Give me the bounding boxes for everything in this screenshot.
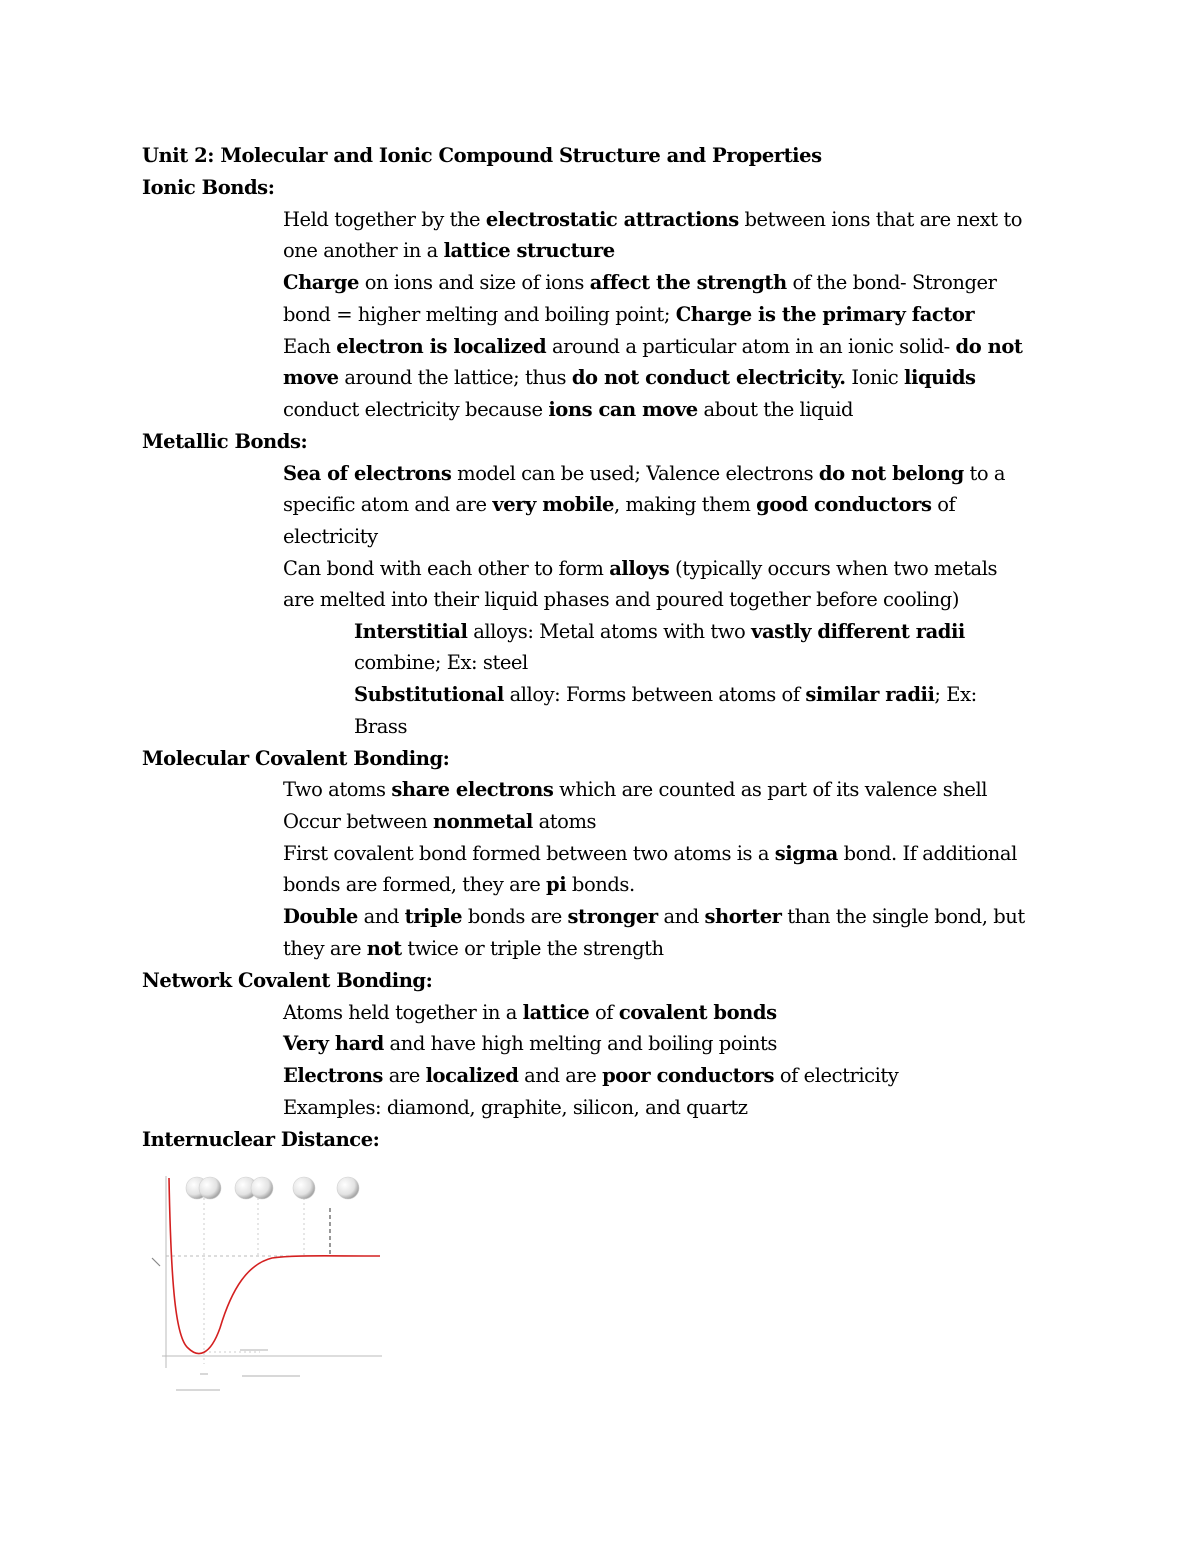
bold-text-run: alloys bbox=[609, 557, 670, 580]
text-run: Brass bbox=[354, 715, 408, 738]
network-p3-line1 bbox=[283, 1060, 898, 1092]
metallic-p2-line2 bbox=[283, 584, 959, 616]
text-run: bonds are bbox=[462, 905, 568, 928]
metallic-p1-line2 bbox=[283, 489, 955, 521]
bold-text-run: ions can move bbox=[548, 398, 698, 421]
bold-text-run: move bbox=[283, 366, 339, 389]
bold-text-run: similar radii bbox=[805, 683, 935, 706]
bold-text-run: good conductors bbox=[756, 493, 932, 516]
ionic-p3-line3 bbox=[283, 394, 853, 426]
text-run: Can bond with each other to form bbox=[283, 557, 610, 580]
text-run: around a particular atom in an ionic solid- bbox=[546, 335, 956, 358]
text-run: alloys: Metal atoms with two bbox=[467, 620, 752, 643]
text-run: of electricity bbox=[774, 1064, 899, 1087]
network-p1-line1 bbox=[283, 997, 777, 1029]
bold-text-run: localized bbox=[425, 1064, 519, 1087]
atom-pair-separating-icon bbox=[293, 1177, 359, 1199]
ionic-p1-line2 bbox=[283, 235, 615, 267]
text-run: on ions and size of ions bbox=[358, 271, 590, 294]
bold-text-run: lattice bbox=[522, 1001, 590, 1024]
bold-text-run: do not conduct electricity. bbox=[571, 366, 846, 389]
bold-text-run: liquids bbox=[904, 366, 976, 389]
text-run: electricity bbox=[283, 525, 378, 548]
text-run: and bbox=[357, 905, 405, 928]
text-run: alloy: Forms between atoms of bbox=[503, 683, 806, 706]
text-run: model can be used; Valence electrons bbox=[451, 462, 819, 485]
text-run: Occur between bbox=[283, 810, 433, 833]
bold-text-run: Sea of electrons bbox=[283, 462, 452, 485]
text-run: (typically occurs when two metals bbox=[669, 557, 998, 580]
text-run: to a bbox=[963, 462, 1006, 485]
bold-text-run: pi bbox=[546, 873, 567, 896]
text-run: Examples: diamond, graphite, silicon, and quartz bbox=[283, 1096, 748, 1119]
molecular-p2-line1 bbox=[283, 806, 596, 838]
text-run: bond = higher melting and boiling point; bbox=[283, 303, 676, 326]
text-run: conduct electricity because bbox=[283, 398, 549, 421]
text-run: combine; Ex: steel bbox=[354, 651, 528, 674]
text-run: ; Ex: bbox=[934, 683, 977, 706]
potential-energy-curve bbox=[169, 1178, 380, 1353]
bold-text-run: Substitutional bbox=[354, 683, 504, 706]
text-run: Two atoms bbox=[283, 778, 392, 801]
network-p2-line1 bbox=[283, 1028, 777, 1060]
atom-pair-close-icon bbox=[186, 1177, 221, 1199]
bold-text-run: Electrons bbox=[283, 1064, 383, 1087]
bold-text-run: Charge is the primary factor bbox=[675, 303, 975, 326]
bold-text-run: poor conductors bbox=[602, 1064, 775, 1087]
ionic-bonds-heading: Ionic Bonds: bbox=[142, 176, 275, 199]
text-run: Each bbox=[283, 335, 337, 358]
molecular-p3-line1 bbox=[283, 838, 1017, 870]
network-p4-line1 bbox=[283, 1092, 748, 1124]
bold-text-run: do not belong bbox=[818, 462, 964, 485]
metallic-p3-line2 bbox=[354, 647, 528, 679]
network-covalent-heading: Network Covalent Bonding: bbox=[142, 969, 433, 992]
internuclear-distance-heading: Internuclear Distance: bbox=[142, 1128, 380, 1151]
text-run: about the liquid bbox=[697, 398, 854, 421]
text-run: twice or triple the strength bbox=[401, 937, 664, 960]
text-run: bond. If additional bbox=[837, 842, 1017, 865]
ionic-p3-line2 bbox=[283, 362, 976, 394]
bold-text-run: electron is localized bbox=[336, 335, 547, 358]
bold-text-run: sigma bbox=[774, 842, 838, 865]
bold-text-run: Double bbox=[283, 905, 358, 928]
metallic-p2-line1 bbox=[283, 553, 997, 585]
bold-text-run: electrostatic attractions bbox=[485, 208, 739, 231]
text-run: than the single bond, but bbox=[781, 905, 1025, 928]
metallic-p1-line3 bbox=[283, 521, 378, 553]
metallic-bonds-heading: Metallic Bonds: bbox=[142, 430, 308, 453]
text-run: they are bbox=[283, 937, 367, 960]
text-run: , making them bbox=[614, 493, 757, 516]
molecular-p4-line1 bbox=[283, 901, 1025, 933]
molecular-p1-line1 bbox=[283, 774, 987, 806]
bold-text-run: shorter bbox=[704, 905, 782, 928]
ionic-p3-line1 bbox=[283, 331, 1022, 363]
text-run: specific atom and are bbox=[283, 493, 493, 516]
text-run: one another in a bbox=[283, 239, 444, 262]
text-run: and bbox=[657, 905, 705, 928]
text-run: bonds. bbox=[566, 873, 635, 896]
text-run: and have high melting and boiling points bbox=[383, 1032, 777, 1055]
text-run: Held together by the bbox=[283, 208, 486, 231]
text-run: of the bond- Stronger bbox=[786, 271, 997, 294]
bold-text-run: not bbox=[366, 937, 402, 960]
atom-pair-bonded-icon bbox=[235, 1177, 273, 1199]
text-run: of bbox=[931, 493, 956, 516]
document-title: Unit 2: Molecular and Ionic Compound Structure and Properties bbox=[142, 144, 822, 167]
ionic-p2-line2 bbox=[283, 299, 974, 331]
molecular-covalent-heading: Molecular Covalent Bonding: bbox=[142, 747, 450, 770]
ionic-p1-line1 bbox=[283, 204, 1022, 236]
text-run: between ions that are next to bbox=[738, 208, 1023, 231]
text-run: are bbox=[382, 1064, 426, 1087]
metallic-p3-line1 bbox=[354, 616, 965, 648]
text-run: which are counted as part of its valence shell bbox=[553, 778, 988, 801]
bold-text-run: do not bbox=[955, 335, 1023, 358]
metallic-p4-line1 bbox=[354, 679, 977, 711]
metallic-p1-line1 bbox=[283, 458, 1005, 490]
ionic-p2-line1 bbox=[283, 267, 997, 299]
text-run: atoms bbox=[532, 810, 597, 833]
potential-energy-curve-figure bbox=[140, 1168, 390, 1404]
text-run: bonds are formed, they are bbox=[283, 873, 547, 896]
bold-text-run: Interstitial bbox=[354, 620, 468, 643]
bold-text-run: Charge bbox=[283, 271, 359, 294]
bold-text-run: stronger bbox=[567, 905, 658, 928]
molecular-p3-line2 bbox=[283, 869, 635, 901]
bold-text-run: Very hard bbox=[283, 1032, 384, 1055]
bold-text-run: very mobile bbox=[492, 493, 614, 516]
text-run: First covalent bond formed between two atoms is a bbox=[283, 842, 775, 865]
text-run: and are bbox=[518, 1064, 603, 1087]
bold-text-run: share electrons bbox=[391, 778, 554, 801]
bold-text-run: lattice structure bbox=[443, 239, 615, 262]
bold-text-run: covalent bonds bbox=[618, 1001, 777, 1024]
text-run: are melted into their liquid phases and poured together before cooling) bbox=[283, 588, 959, 611]
bold-text-run: vastly different radii bbox=[751, 620, 965, 643]
text-run: Ionic bbox=[845, 366, 905, 389]
molecular-p4-line2 bbox=[283, 933, 664, 965]
text-run: around the lattice; thus bbox=[338, 366, 572, 389]
bold-text-run: triple bbox=[404, 905, 463, 928]
metallic-p4-line2 bbox=[354, 711, 407, 743]
text-run: Atoms held together in a bbox=[283, 1001, 523, 1024]
text-run: of bbox=[589, 1001, 619, 1024]
bold-text-run: affect the strength bbox=[589, 271, 787, 294]
bold-text-run: nonmetal bbox=[433, 810, 533, 833]
